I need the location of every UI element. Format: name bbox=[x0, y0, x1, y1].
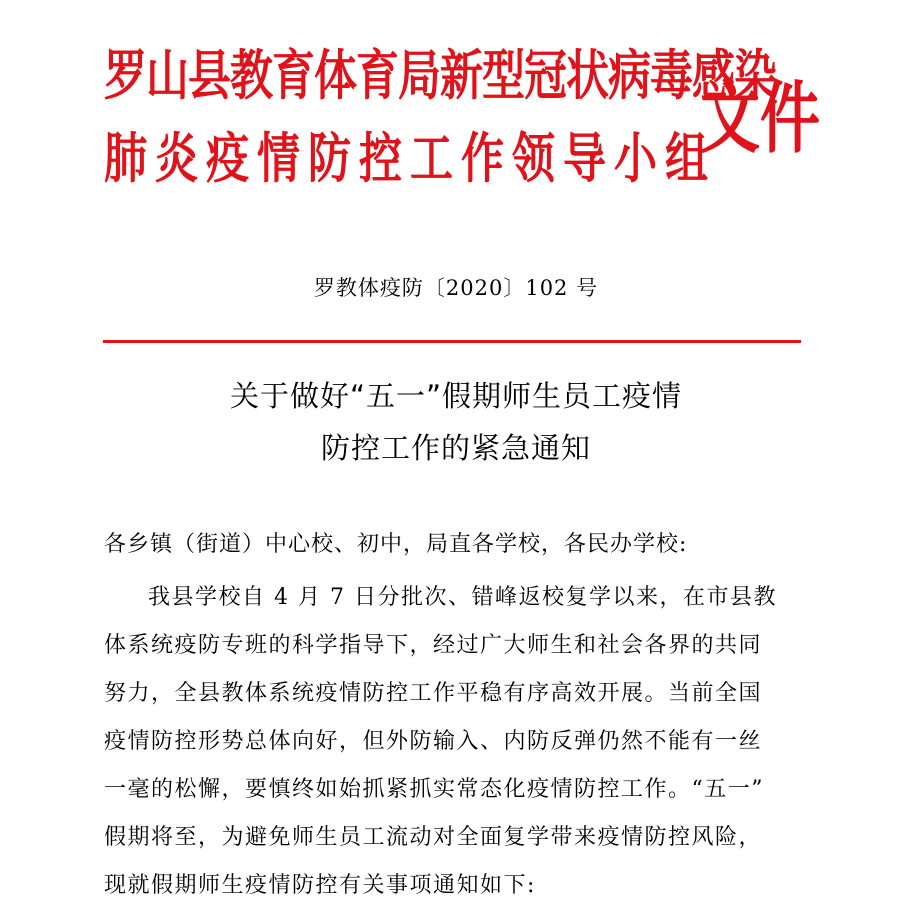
body-line: 努力，全县教体系统疫情防控工作平稳有序高效开展。当前全国 bbox=[104, 681, 763, 706]
body-paragraph bbox=[104, 574, 804, 910]
body-line: 现就假期师生疫情防控有关事项通知如下: bbox=[104, 873, 536, 898]
body-line: 体系统疫防专班的科学指导下，经过广大师生和社会各界的共同 bbox=[104, 633, 763, 658]
red-divider bbox=[103, 340, 801, 343]
body-line: 我县学校自 4 月 7 日分批次、错峰返校复学以来，在市县教 bbox=[148, 585, 777, 610]
document-number: 罗教体疫防〔2020〕102 号 bbox=[313, 276, 599, 300]
masthead-suffix: 文件 bbox=[700, 73, 820, 165]
body-line: 假期将至，为避免师生员工流动对全面复学带来疫情防控风险， bbox=[104, 825, 763, 850]
notice-title bbox=[0, 370, 912, 474]
salutation: 各乡镇（街道）中心校、初中，局直各学校，各民办学校: bbox=[104, 532, 688, 557]
masthead-line-1: 罗山县教育体育局新型冠状病毒感染 bbox=[104, 45, 776, 108]
body-line: 疫情防控形势总体向好，但外防输入、内防反弹仍然不能有一丝 bbox=[104, 729, 763, 754]
body-line: 一毫的松懈，要慎终如始抓紧抓实常态化疫情防控工作。“五一” bbox=[104, 777, 764, 802]
masthead-line-2: 肺炎疫情防控工作领导小组 bbox=[104, 128, 716, 191]
masthead bbox=[0, 0, 912, 230]
title-line-1: 关于做好“五一”假期师生员工疫情 bbox=[229, 379, 683, 413]
title-line-2: 防控工作的紧急通知 bbox=[320, 431, 591, 465]
